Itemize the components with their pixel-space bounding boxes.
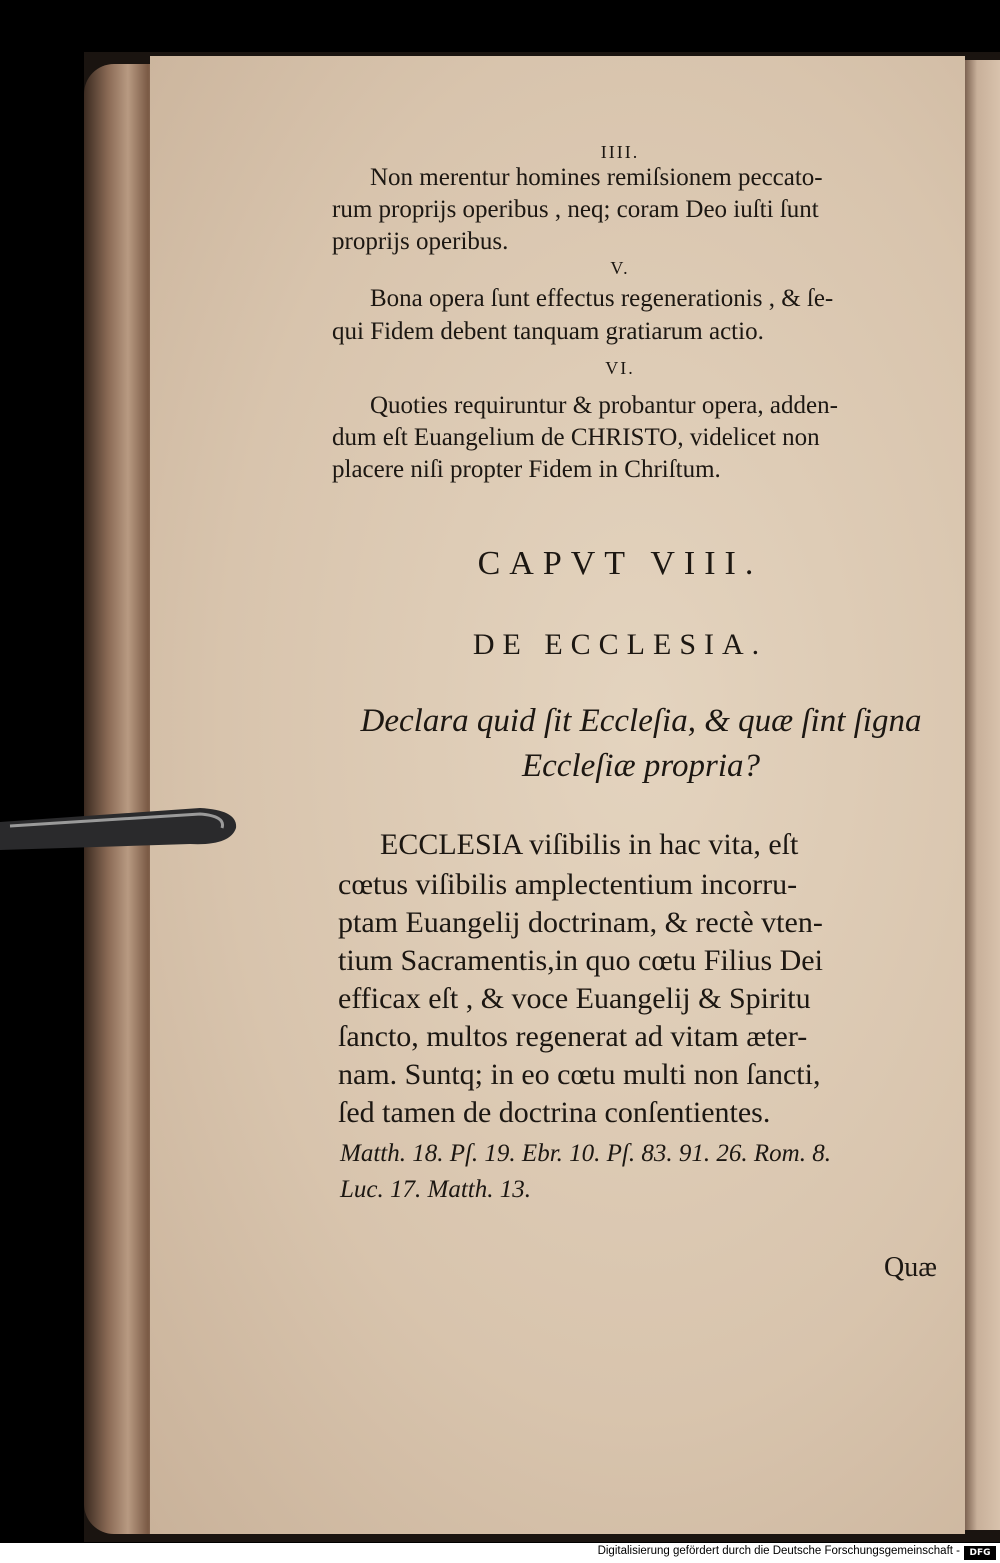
chapter-title: CAPVT VIII. <box>477 545 763 582</box>
footer-credit: Digitalisierung gefördert durch die Deutsche Forschungsgemeinschaft - <box>597 1545 960 1557</box>
question-line: Declara quid ſit Eccleſia, & quæ ſint ſigna <box>360 703 922 739</box>
footer-bar <box>0 1543 1000 1563</box>
thesis-iv-line: Non merentur homines remiſsionem peccato- <box>370 164 823 191</box>
thesis-iv-line: rum proprijs operibus , neq; coram Deo iuſti ſunt <box>332 196 819 223</box>
thesis-v-line: Bona opera ſunt effectus regenerationis , & ſe- <box>370 285 834 312</box>
thesis-vi-numeral: VI. <box>605 358 635 378</box>
book-scan <box>84 52 1000 1542</box>
thesis-vi-line: dum eſt Euangelium de CHRISTO, videlicet non <box>332 424 820 451</box>
dfg-logo: DFG <box>964 1546 996 1560</box>
bookmark-ribbon <box>0 800 240 858</box>
thesis-iv-numeral: IIII. <box>600 142 640 162</box>
reference-line: Luc. 17. Matth. 13. <box>340 1176 531 1203</box>
answer-line: ECCLESIA viſibilis in hac vita, eſt <box>380 828 799 861</box>
question-line: Eccleſiæ propria? <box>522 748 760 784</box>
thesis-v-numeral: V. <box>610 258 630 278</box>
book-page <box>150 56 965 1534</box>
section-title: DE ECCLESIA. <box>472 628 768 661</box>
thesis-iv-line: proprijs operibus. <box>332 228 509 255</box>
answer-line: ſed tamen de doctrina conſentientes. <box>338 1096 771 1129</box>
answer-line: tium Sacramentis,in quo cœtu Filius Dei <box>338 944 823 977</box>
thesis-vi-line: Quoties requiruntur & probantur opera, adden- <box>370 392 838 419</box>
answer-line: ptam Euangelij doctrinam, & rectè vten- <box>338 906 823 939</box>
thesis-vi-line: placere niſi propter Fidem in Chriſtum. <box>332 456 721 483</box>
answer-line: ſancto, multos regenerat ad vitam æter- <box>338 1020 808 1053</box>
catchword: Quæ <box>884 1252 937 1283</box>
right-page-edge <box>962 60 1000 1530</box>
answer-line: cœtus viſibilis amplectentium incorru- <box>338 868 798 901</box>
thesis-v-line: qui Fidem debent tanquam gratiarum actio. <box>332 318 764 345</box>
answer-line: nam. Suntq; in eo cœtu multi non ſancti, <box>338 1058 821 1091</box>
reference-line: Matth. 18. Pſ. 19. Ebr. 10. Pſ. 83. 91. 26. Rom. 8. <box>340 1140 831 1167</box>
answer-line: efficax eſt , & voce Euangelij & Spiritu <box>338 982 811 1015</box>
